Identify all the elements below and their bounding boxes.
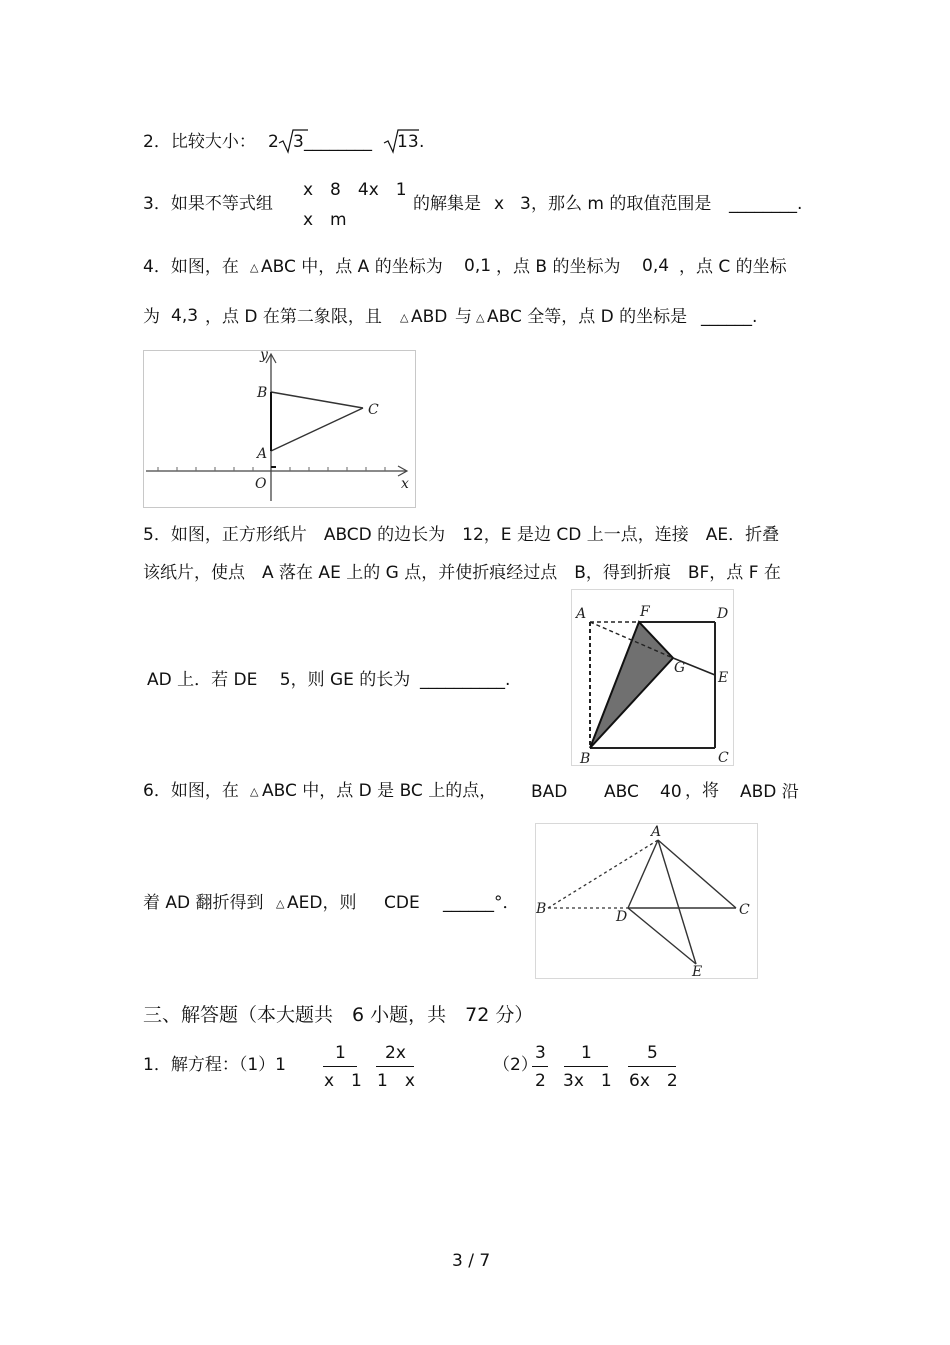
q3-prefix: 3．如果不等式组 — [143, 194, 273, 214]
q4-c-coord: 4,3 — [171, 306, 199, 326]
label-b: B — [580, 751, 591, 765]
q6-blank: ______°． — [443, 893, 520, 913]
q6-bad: BAD — [531, 782, 568, 802]
q2-left-coef: 2 — [268, 132, 279, 152]
q4-line2-a: 为 — [143, 307, 160, 327]
label-a: A — [651, 824, 662, 840]
q6-line1-b: ABC 中，点 D 是 BC 上的点， — [262, 781, 497, 801]
q2-left-radicand: 3 — [293, 132, 304, 152]
q4-line1-b: ，点 B 的坐标为 — [496, 257, 621, 277]
q5-line3: AD 上．若 DE 5，则 GE 的长为 — [147, 670, 411, 690]
q3-system-row2: x m — [303, 210, 347, 230]
frac4-den: 3x 1 — [563, 1071, 612, 1091]
figure-q5 — [571, 589, 734, 766]
frac3-num: 3 — [535, 1043, 546, 1063]
frac5-den: 6x 2 — [629, 1071, 678, 1091]
label-b: B — [257, 385, 268, 401]
triangle-icon: △ — [250, 261, 259, 274]
figure-q4 — [143, 350, 416, 508]
label-o: O — [255, 476, 267, 492]
figure-q5-svg — [572, 590, 733, 765]
q2-blank: ________ — [304, 132, 372, 152]
q4-line1-c: ，点 C 的坐标 — [679, 257, 787, 277]
q4-line2-b: ，点 D 在第二象限，且 — [205, 307, 382, 327]
segment-ac — [658, 840, 736, 908]
frac2-den: 1 x — [377, 1071, 415, 1091]
q5-line1: 5．如图，正方形纸片 ABCD 的边长为 12，E 是边 CD 上一点，连接 AE．折叠 — [143, 525, 780, 545]
q6-aed: AED，则 — [287, 893, 357, 913]
triangle-icon: △ — [400, 311, 409, 324]
q4-line1-abc: ABC 中，点 A 的坐标为 — [261, 257, 443, 277]
section-title: 三、解答题（本大题共 6 小题，共 72 分） — [143, 1004, 534, 1026]
frac1-den: x 1 — [324, 1071, 362, 1091]
frac5-bar — [628, 1066, 676, 1067]
figure-q6 — [535, 823, 758, 979]
q6-line1-a: 6．如图，在 — [143, 781, 239, 801]
triangle-icon: △ — [476, 311, 485, 324]
frac2-num: 2x — [385, 1043, 406, 1063]
q5-blank: __________. — [420, 670, 511, 690]
frac4-num: 1 — [581, 1043, 592, 1063]
frac2-bar — [376, 1066, 414, 1067]
frac1-bar — [323, 1066, 357, 1067]
q2-prefix: 2．比较大小： — [143, 132, 256, 152]
segment-ab-dashed — [548, 840, 658, 908]
frac5-num: 5 — [647, 1043, 658, 1063]
label-d: D — [717, 606, 729, 622]
q6-cde: CDE — [384, 893, 420, 913]
triangle-icon: △ — [250, 785, 259, 798]
eq2-label: （2） — [493, 1055, 538, 1075]
q6-abc: ABC — [604, 782, 639, 802]
label-b: B — [536, 901, 547, 917]
shaded-triangle-bfg — [590, 622, 673, 748]
label-g: G — [674, 660, 686, 676]
segment-ae — [658, 840, 696, 964]
q6-line2-a: 着 AD 翻折得到 — [143, 893, 264, 913]
q3-mid: 的解集是 — [413, 194, 481, 214]
q4-a-coord: 0,1 — [464, 256, 492, 276]
q3-three: 3 — [520, 194, 531, 214]
q4-abd: ABD — [411, 307, 448, 327]
frac3-bar — [532, 1066, 548, 1067]
frac1-num: 1 — [335, 1043, 346, 1063]
q3-blank: ________. — [729, 194, 803, 214]
label-x: x — [401, 476, 409, 492]
q4-b-coord: 0,4 — [642, 256, 670, 276]
q4-abc2: ABC 全等，点 D 的坐标是 — [487, 307, 688, 327]
segment-ac — [271, 408, 363, 451]
q3-tail: ，那么 m 的取值范围是 — [531, 194, 712, 214]
segment-de — [628, 908, 696, 964]
triangle-icon: △ — [276, 897, 285, 910]
label-y: y — [260, 351, 268, 363]
page-number: 3 / 7 — [452, 1251, 491, 1271]
label-a: A — [257, 446, 268, 462]
q5-line2: 该纸片，使点 A 落在 AE 上的 G 点，并使折痕经过点 B，得到折痕 BF，点 F 在 — [143, 563, 781, 583]
q2-right-radicand: 13 — [397, 132, 419, 152]
q2-end: . — [419, 132, 425, 152]
figure-q4-svg — [144, 351, 415, 507]
frac4-bar — [564, 1066, 608, 1067]
label-e: E — [692, 964, 703, 978]
q6-line1-c: ，将 — [685, 781, 719, 801]
label-d: D — [616, 909, 628, 925]
q3-x: x — [494, 194, 505, 214]
label-e: E — [718, 670, 729, 686]
label-c: C — [718, 750, 729, 765]
q4-line1-a: 4．如图，在 — [143, 257, 239, 277]
q4-line2-c: 与 — [455, 307, 472, 327]
segment-bc — [271, 392, 363, 408]
label-c: C — [739, 902, 750, 918]
q6-forty: 40 — [660, 782, 682, 802]
q4-blank: ______. — [701, 307, 758, 327]
q6-abd: ABD 沿 — [740, 782, 799, 802]
figure-q6-svg — [536, 824, 757, 978]
frac3-den: 2 — [535, 1071, 546, 1091]
label-c: C — [368, 402, 379, 418]
q3-system-row1: x 8 4x 1 — [303, 180, 407, 200]
label-f: F — [640, 604, 650, 620]
eq1-label: 1．解方程：（1）1 — [143, 1055, 286, 1075]
label-a: A — [576, 606, 587, 622]
segment-ad — [628, 840, 658, 908]
